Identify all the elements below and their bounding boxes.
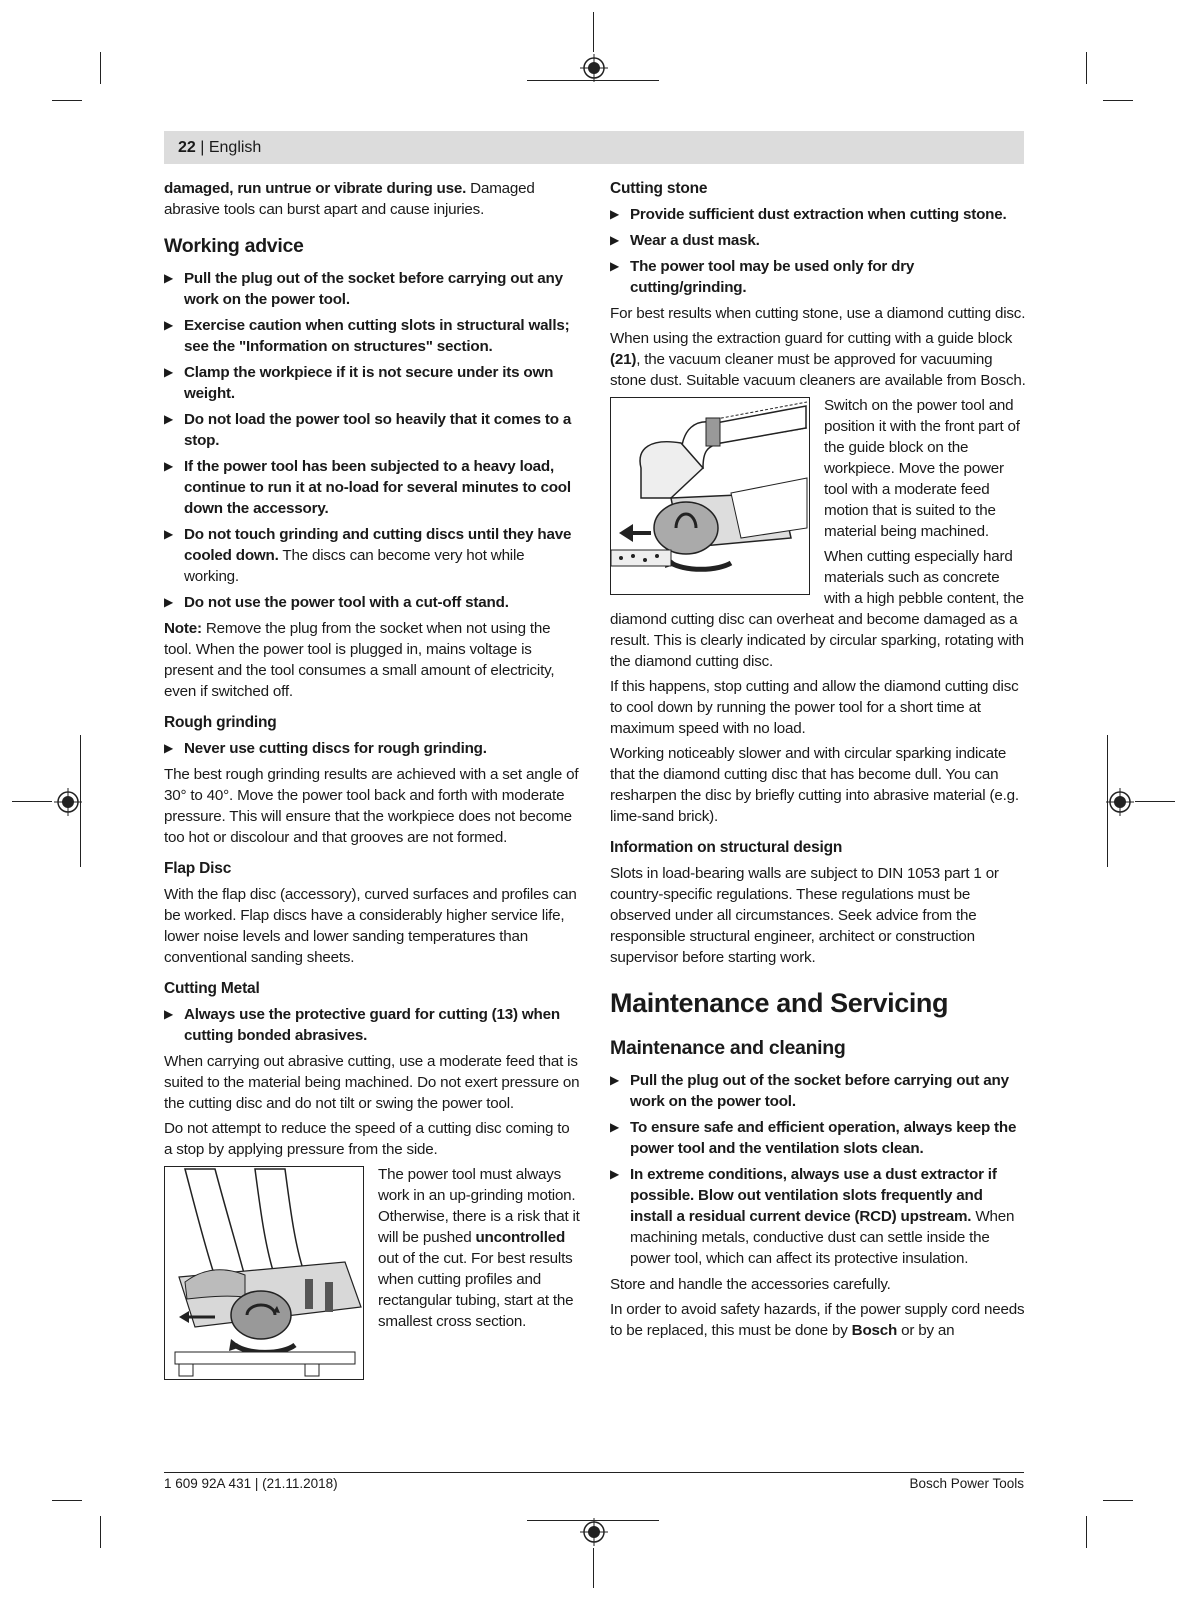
figure-text: out of the cut. For best results when cutting profiles and rectangular tubing, start at the smallest cross section.	[378, 1250, 574, 1330]
list-item	[164, 524, 580, 587]
left-column	[164, 178, 580, 1386]
working-advice-list	[164, 268, 580, 613]
touch-discs-text: The discs can become very hot while working.	[184, 547, 525, 585]
working-advice-heading: Working advice	[164, 235, 304, 257]
intro-bold: damaged, run untrue or vibrate during use.	[164, 180, 467, 197]
rough-grinding-list	[164, 738, 580, 759]
list-item: ▶ Pull the plug out of the socket before carrying out any work on the power tool.	[610, 1070, 1026, 1112]
language-label: English	[208, 139, 262, 156]
registration-mark-icon	[580, 1518, 608, 1546]
crop-mark	[100, 1516, 101, 1548]
list-item: ▶ Pull the plug out of the socket before carrying out any work on the power tool.	[164, 268, 580, 310]
list-item	[610, 1164, 1026, 1269]
list-item: ▶ The power tool may be used only for dry cutting/grinding.	[610, 256, 1026, 298]
cutting-stone-list	[610, 204, 1026, 298]
stone-text: , the vacuum cleaner must be approved for vacuuming stone dust. Suitable vacuum cleaners are available from Bosch.	[610, 351, 1026, 389]
crop-mark	[1103, 1500, 1133, 1501]
cord-text-part: In order to avoid safety hazards, if the power supply cord needs to be replaced, this must be done by	[610, 1301, 1025, 1339]
list-item: ▶ Provide sufficient dust extraction when cutting stone.	[610, 204, 1026, 225]
cutting-stone-heading: Cutting stone	[610, 180, 708, 197]
note-paragraph	[164, 618, 580, 702]
structural-design-text: Slots in load-bearing walls are subject to DIN 1053 part 1 or country-specific regulations. These regulations must be observed under all circumstances. Seek advice from the responsible structural engineer, architect or construction supervisor before starting work.	[610, 865, 999, 966]
cord-text	[610, 1299, 1026, 1341]
figure-block	[164, 1164, 580, 1386]
cutting-metal-list	[164, 1004, 580, 1046]
cutting-stone-text: If this happens, stop cutting and allow the diamond cutting disc to cool down by running the power tool for a short time at maximum speed with no load.	[610, 678, 1019, 737]
cutting-stone-text: Working noticeably slower and with circular sparking indicate that the diamond cutting disc that has become dull. You can resharpen the disc by briefly cutting into abrasive material (e.g. lime-sand brick).	[610, 745, 1019, 825]
list-item: ▶ Do not load the power tool so heavily that it comes to a stop.	[164, 409, 580, 451]
cord-text-part: or by an	[897, 1322, 955, 1339]
registration-mark-icon	[1106, 788, 1134, 816]
maint-bold: In extreme conditions, always use a dust extractor if possible. Blow out ventilation slots frequently and install a residual current device (RCD) upstream.	[630, 1166, 997, 1225]
list-item: ▶ Wear a dust mask.	[610, 230, 1026, 251]
maint-text: When machining metals, conductive dust can settle inside the power tool, which can affect its protective insulation.	[630, 1208, 1015, 1267]
cutting-stone-text: For best results when cutting stone, use a diamond cutting disc.	[610, 305, 1026, 322]
crop-mark	[1086, 1516, 1087, 1548]
list-item: ▶ Never use cutting discs for rough grinding.	[164, 738, 580, 759]
brand-label: Bosch Power Tools	[909, 1476, 1024, 1491]
page-number: 22	[178, 139, 196, 156]
up-grinding-illustration	[164, 1166, 364, 1380]
maintenance-list	[610, 1070, 1026, 1269]
crop-mark	[52, 100, 82, 101]
rough-grinding-text: The best rough grinding results are achieved with a set angle of 30° to 40°. Move the power tool back and forth with moderate pressure. This will ensure that the workpiece does not become too hot or discolour and that grooves are not formed.	[164, 766, 579, 846]
figure-caption: When cutting especially hard materials such as concrete with a high pebble content, the diamond cutting disc can overheat and become damaged as a result. This is clearly indicated by circular sparking, rotating with the diamond cutting disc.	[610, 548, 1024, 670]
figure-text-bold: uncontrolled	[475, 1229, 566, 1246]
cutting-metal-heading: Cutting Metal	[164, 980, 260, 997]
flap-disc-text: With the flap disc (accessory), curved surfaces and profiles can be worked. Flap discs have a considerably higher service life, lower noise levels and lower sanding temperatures than conventional sanding sheets.	[164, 886, 577, 966]
cord-text-bold: Bosch	[851, 1322, 898, 1339]
crop-mark	[1086, 52, 1087, 84]
intro-paragraph	[164, 178, 580, 220]
stone-cutting-illustration	[610, 397, 810, 595]
crop-mark	[100, 52, 101, 84]
page-footer	[164, 1472, 1024, 1491]
crop-mark	[593, 1548, 594, 1588]
figure-text: The power tool must always work in an up-grinding motion. Otherwise, there is a risk that it will be pushed	[378, 1166, 580, 1246]
registration-mark-icon	[54, 788, 82, 816]
document-id: 1 609 92A 431 | (21.11.2018)	[164, 1476, 338, 1491]
figure-block	[610, 395, 1026, 672]
structural-design-heading: Information on structural design	[610, 839, 843, 856]
store-text: Store and handle the accessories carefully.	[610, 1276, 891, 1293]
crop-mark	[52, 1500, 82, 1501]
rough-grinding-heading: Rough grinding	[164, 714, 277, 731]
maintenance-cleaning-heading: Maintenance and cleaning	[610, 1037, 846, 1059]
cutting-stone-text	[610, 328, 1026, 391]
list-item: ▶ Do not use the power tool with a cut-off stand.	[164, 592, 580, 613]
list-item: ▶ If the power tool has been subjected to a heavy load, continue to run it at no-load for several minutes to cool down the accessory.	[164, 456, 580, 519]
touch-discs-bold: Do not touch grinding and cutting discs until they have cooled down.	[184, 526, 572, 564]
crop-mark	[1103, 100, 1133, 101]
list-item: ▶ Clamp the workpiece if it is not secure under its own weight.	[164, 362, 580, 404]
maintenance-title: Maintenance and Servicing	[610, 988, 949, 1018]
crop-mark	[1135, 801, 1175, 802]
note-label: Note:	[164, 620, 202, 637]
stone-text: When using the extraction guard for cutting with a guide block	[610, 330, 1013, 347]
stone-text-bold: (21)	[610, 351, 637, 368]
intro-text: Damaged abrasive tools can burst apart and cause injuries.	[164, 180, 535, 218]
crop-mark	[593, 12, 594, 52]
registration-mark-icon	[580, 54, 608, 82]
cutting-metal-text: When carrying out abrasive cutting, use a moderate feed that is suited to the material being machined. Do not exert pressure on the cutting disc and do not tilt or swing the power tool.	[164, 1053, 580, 1112]
list-item: ▶ Always use the protective guard for cutting (13) when cutting bonded abrasives.	[164, 1004, 580, 1046]
crop-mark	[12, 801, 52, 802]
figure-caption: Switch on the power tool and position it with the front part of the guide block on the workpiece. Move the power tool with a moderate feed motion that is suited to the material being machined.	[824, 397, 1020, 540]
flap-disc-heading: Flap Disc	[164, 860, 232, 877]
list-item: ▶ Exercise caution when cutting slots in structural walls; see the "Information on structures" section.	[164, 315, 580, 357]
note-text: Remove the plug from the socket when not using the tool. When the power tool is plugged in, mains voltage is present and the tool consumes a small amount of electricity, even if switched off.	[164, 620, 555, 700]
list-item: ▶ To ensure safe and efficient operation, always keep the power tool and the ventilation slots clean.	[610, 1117, 1026, 1159]
cutting-metal-text: Do not attempt to reduce the speed of a cutting disc coming to a stop by applying pressure from the side.	[164, 1120, 570, 1158]
right-column	[610, 178, 1026, 1345]
page-header: 22 | English	[164, 131, 1024, 164]
